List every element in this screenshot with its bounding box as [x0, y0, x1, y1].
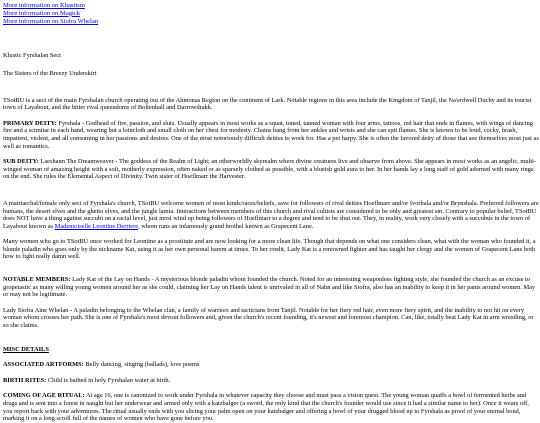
notable-members-paragraph: [3, 276, 539, 299]
sect-title: Klustic Fyrshalan Sect: [3, 52, 61, 60]
coming-of-age-label: COMING OF AGE RITUAL:: [3, 392, 85, 400]
coming-of-age-text: At age 16, one is canonized to work under Fyrshala in whatever capacity they choose and must pass a vision quest. The young woman quaffs a bowl of fermented herbs and drugs and is sent into a forest in naught but her underwear and armed only with a katzbalger (a sword, the only kind that the church's founder would use since it had a similar name to her). Once it wears off, you report back with your adventures. The ritual usually ends with you slicing your palm open on your katzbalger and offering a bowl of your drugged blood up to Fyrshala as proof of your eternal bond, marking it on a long scroll full of the names of women who have gone before you.: [3, 392, 529, 423]
primary-deity-label: PRIMARY DEITY:: [3, 119, 57, 127]
misc-details-heading: MISC DETAILS: [3, 345, 49, 353]
intro-paragraph: TSotBU is a sect of the main Fyrshalan church operating out of the Ahmonas Region on the continent of Lark. Notable regions in this area include the Kingdom of Tanjil, the Na'erdwell Duchy and its tourist town of Layabout, and the bitter rival queendoms of Boltenhall and Darrowdrakk.: [3, 96, 532, 112]
associated-artforms-text: Belly dancing, singing (ballads), love poems: [83, 361, 200, 369]
siofra-whelan-info-link[interactable]: More information on Siofra Whelan: [3, 17, 99, 25]
leontine-derriere-link[interactable]: Mademoiselle Leontine Derriere: [54, 222, 139, 230]
matriarchal-text: A matriarchal/female only sect of Fyrshala's church, TSotBU welcome women of most kinds/races/beliefs, save for followers of rival deities Hoeflmarr and/or Ivorhala and/or Brynshala. Preferred followers are humans, the desert elves and the ghetto elves, and the jungle lamia. Interactions between members of this church and rival cultists are considered to be only and greatest sin. Contrary to popular belief, TSotBU does NOT have a thing against succubi on a racial level, just most wind up being followers of Hoeflmarr to a degree and tend to be shut out. They, in reality, work very closely with a succubus in the town of Layabout known as: [3, 199, 539, 230]
coming-of-age-paragraph: [3, 392, 539, 422]
many-women-paragraph: Many women who go to TSotBU once worked for Leontine as a prostitute and are now looking for a more clean life. Though that depends on what one considers clean, what with the woman who founded it, a blonde paladin who goes only by the nickname Kat, using it as her own personal harem at times. To her credit, Lady Kat is a renowned fighter and has taught her clergy and the women of Grapecent Lane both how to fight really damn well.: [3, 238, 536, 261]
birth-rites-text: Child is bathed in holy Fyrshalan water at birth.: [46, 376, 171, 384]
info-links: [3, 2, 539, 25]
sub-deity-label: SUB DEITY:: [3, 158, 39, 166]
primary-deity-text: Fyrshala - Godhead of fire, passion, and sluts. Usually appears in most works as a squat, toned, tanned woman with four arms, tattoos, red hair that ends in flames, with wings of dancing fire and a scimitar in each hand, wearing but a loincloth and small cloth on her chest for modesty. Chains hang from her ankles and wrists and she can spit flames. She is known to be loud, cocky, brash, impatient, violent, and all consuming in her passions and desires. One of the most notoriously difficult deities to work for. Has a pet harpy. She is often the favored deity of those that see themselves most just as well as romantics.: [3, 119, 539, 150]
magick-info-link[interactable]: More information on Magick: [3, 9, 81, 17]
sub-deity-paragraph: [3, 158, 539, 181]
associated-artforms-label: ASSOCIATED ARTFORMS:: [3, 361, 84, 369]
siofra-paragraph: Lady Siofra Aine Whelan - A paladin belonging to the Whelan clan, a family of warriors and tacticians from Tanjil. Notable for her fiery red hair, even more fiery spirit, and the inability to not hit on every woman whom crosses her path. She is one of Fyrshala's most devout followers and, given the church's recent founding, it's newest and foremost champion. Can, like, totally beat Lady Kat in arm wrestling, or so she claims.: [3, 306, 534, 330]
birth-rites-paragraph: [3, 377, 539, 385]
primary-deity-paragraph: [3, 120, 539, 150]
matriarchal-paragraph: [3, 200, 539, 230]
notable-members-label: NOTABLE MEMBERS:: [3, 276, 71, 284]
sub-deity-text: Laeshann The Dreamweaver - The goddess of the Realm of Light; an otherworldly skyrealm where divine creatures live and observe from above. She appears in most works as an angelic, multi-winged woman of amazing height with a soft, motherly expression, often naked or as sparsely clothed as possible, with a blueish gold aura to her. In her hands lay a long staff of gold adorned with many rings on the end. She rules the Elemental Aspect of Divinity. Twin sister of Hoeflmarr the Harvester.: [3, 158, 536, 181]
matriarchal-tail-text: , whom runs an infamously grand brothel known as Grapecent Lane.: [138, 222, 314, 230]
khastism-info-link[interactable]: More information on Khastism: [3, 2, 85, 9]
sect-subtitle: The Sisters of the Breezy Underskirt: [3, 69, 97, 77]
birth-rites-label: BIRTH RITES:: [3, 376, 47, 384]
associated-artforms-paragraph: [3, 361, 539, 369]
notable-members-text: Lady Kat of the Lay on Hands - A mysterious blonde paladin whom founded the church. Noted for an interesting weaponless fighting style, she founded the church as an excuse to gropetastic as many willing young women around her as she could, claiming her Lay on Hands talent is unrivaled in all of Nahn and like Siofra, also has an inability to keep it in her pants around women. May or may not be legitimate.: [3, 276, 536, 299]
